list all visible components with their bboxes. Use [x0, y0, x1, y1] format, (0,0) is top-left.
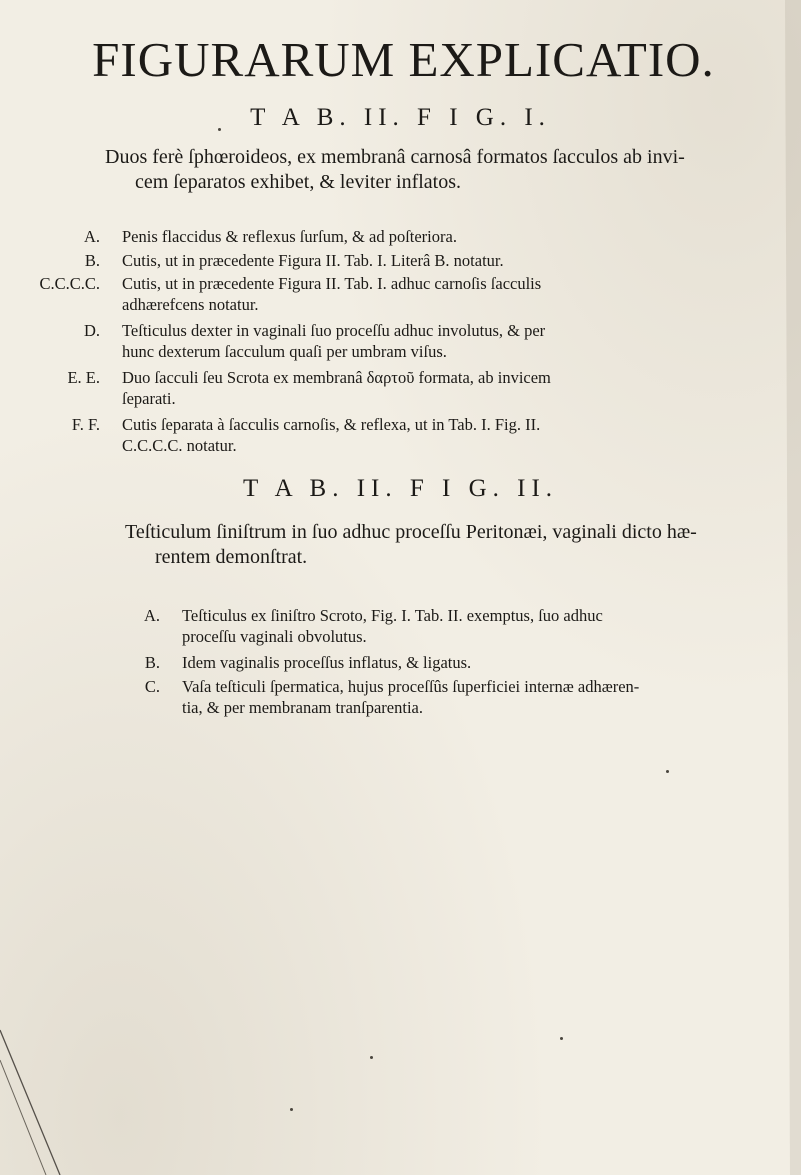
scan-speck: [290, 1108, 293, 1111]
entry-text: proceſſu vaginali obvolutus.: [182, 627, 367, 646]
entry-label: B.: [144, 653, 160, 672]
entry-label: D.: [83, 321, 100, 340]
entry-label: E. E.: [67, 368, 100, 387]
entry-label: C.: [144, 677, 160, 696]
scan-speck: [218, 128, 221, 131]
section-1-intro-line-1: Duos ferè ſphœroideos, ex membranâ carnosâ formatos ſacculos ab invi-: [105, 146, 685, 168]
entry-text: C.C.C.C. notatur.: [122, 436, 237, 455]
entry-text: adhærefcens notatur.: [122, 295, 259, 314]
entry-text: Cutis ſeparata à ſacculis carnoſis, & reflexa, ut in Tab. I. Fig. II.: [122, 415, 541, 434]
scan-speck: [560, 1037, 563, 1040]
section-heading-fig-2: T A B. II. F I G. II.: [242, 475, 559, 502]
section-2-intro-line-1: Teſticulum ſiniſtrum in ſuo adhuc proceſſu Peritonæi, vaginali dicto hæ-: [125, 521, 697, 543]
entry-label: F. F.: [71, 415, 100, 434]
entry-text: Idem vaginalis proceſſus inflatus, & ligatus.: [182, 653, 472, 672]
entry-label: A.: [143, 606, 160, 625]
entry-text: hunc dexterum ſacculum quaſi per umbram viſus.: [122, 342, 447, 361]
entry-text: Cutis, ut in præcedente Figura II. Tab. I. adhuc carnoſis ſacculis: [122, 274, 542, 293]
scan-speck: [666, 770, 669, 773]
entry-label: B.: [84, 251, 100, 270]
scan-speck: [370, 1056, 373, 1059]
entry-label: A.: [83, 227, 100, 246]
entry-label: C.C.C.C.: [39, 274, 100, 293]
section-2-intro: [125, 520, 775, 570]
section-2-intro-line-2: rentem demonſtrat.: [155, 546, 308, 568]
page-title: FIGURARUM EXPLICATIO.: [92, 32, 715, 87]
section-1-intro-line-2: cem ſeparatos exhibet, & leviter inflatos.: [135, 171, 461, 193]
entry-text: Duo ſacculi ſeu Scrota ex membranâ δαρτοῦ formata, ab invicem: [122, 368, 551, 387]
section-1-intro: [105, 145, 730, 195]
section-heading-fig-1: T A B. II. F I G. I.: [250, 104, 551, 131]
entry-text: Teſticulus dexter in vaginali ſuo proceſſu adhuc involutus, & per: [122, 321, 546, 340]
entry-text: Penis flaccidus & reflexus ſurſum, & ad poſteriora.: [122, 227, 457, 246]
entry-text: Vaſa teſticuli ſpermatica, hujus proceſſûs ſuperficiei internæ adhæren-: [182, 677, 640, 696]
entry-text: Cutis, ut in præcedente Figura II. Tab. I. Literâ B. notatur.: [122, 251, 504, 270]
entry-text: ſeparati.: [122, 389, 176, 408]
entry-text: tia, & per membranam tranſparentia.: [182, 698, 423, 717]
entry-text: Teſticulus ex ſiniſtro Scroto, Fig. I. Tab. II. exemptus, ſuo adhuc: [182, 606, 603, 625]
